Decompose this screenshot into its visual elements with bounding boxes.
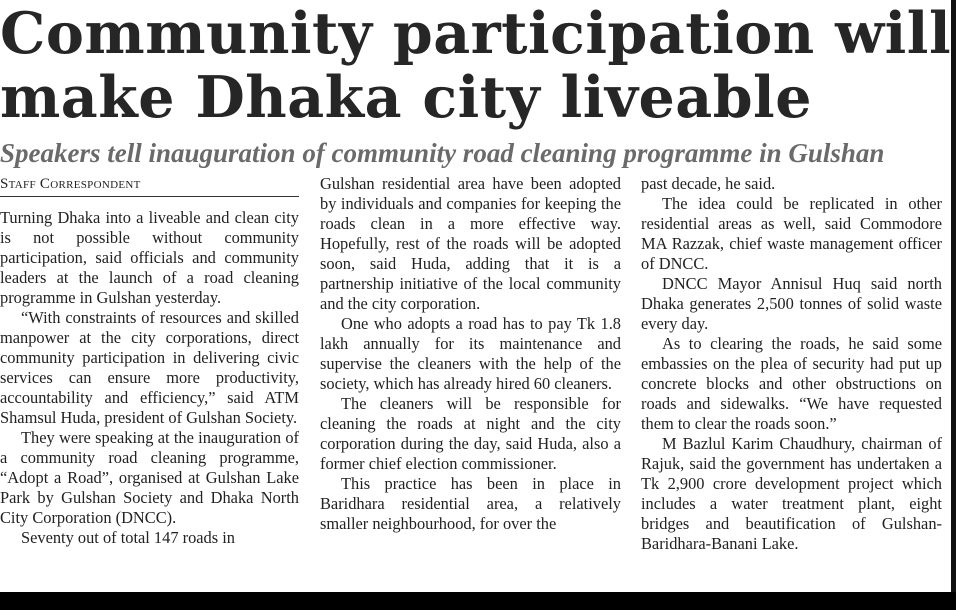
scan-edge [951,0,956,592]
paragraph: This practice has been in place in Baridhara residential area, a relatively smaller neighbourhood, for over the [320,474,621,533]
byline: Staff Correspondent [0,174,299,197]
subheadline: Speakers tell inauguration of community road cleaning programme in Gulshan [0,138,885,168]
headline-line-2: make Dhaka city liveable [0,64,812,131]
paragraph: Turning Dhaka into a liveable and clean city is not possible without community participation, said officials and community leaders at the launch of a road cleaning programme in Gulshan yesterday. [0,208,299,307]
scan-bottom-edge [0,592,956,610]
paragraph: past decade, he said. [641,174,776,193]
paragraph: M Bazlul Karim Chaudhury, chairman of Rajuk, said the government has undertaken a Tk 2,900 crore development project which includes a water treatment plant, eight bridges and beautification of Gulshan-Baridhara-Banani Lake. [641,434,942,553]
paragraph: Gulshan residential area have been adopted by individuals and companies for keeping the roads clean in a more effective way. Hopefully, rest of the roads will be adopted soon, said Huda, adding that it is a partnership initiative of the local community and the city corporation. [320,174,621,313]
paragraph: One who adopts a road has to pay Tk 1.8 lakh annually for its maintenance and supervise the cleaners with the help of the society, which has already hired 60 cleaners. [320,314,621,393]
headline-line-1: Community participation will [0,0,952,67]
paragraph: The idea could be replicated in other residential areas as well, said Commodore MA Razzak, chief waste management officer of DNCC. [641,194,942,273]
paragraph: They were speaking at the inauguration of a community road cleaning programme, “Adopt a Road”, organised at Gulshan Lake Park by Gulshan Society and Dhaka North City Corporation (DNCC). [0,428,299,527]
paragraph: Seventy out of total 147 roads in [21,528,235,547]
article-column-2 [320,174,621,534]
paragraph: “With constraints of resources and skilled manpower at the city corporations, direct community participation in delivering civic services can ensure more productivity, accountability and efficiency,” said ATM Shamsul Huda, president of Gulshan Society. [0,308,299,427]
paragraph: As to clearing the roads, he said some embassies on the plea of security had put up concrete blocks and other obstructions on roads and sidewalks. “We have requested them to clear the roads soon.” [641,334,942,433]
headline [0,0,956,130]
article-column-1 [0,208,299,548]
paragraph: The cleaners will be responsible for cleaning the roads at night and the city corporation during the day, said Huda, also a former chief election commissioner. [320,394,621,473]
article-column-3 [641,174,942,554]
paragraph: DNCC Mayor Annisul Huq said north Dhaka generates 2,500 tonnes of solid waste every day. [641,274,942,333]
